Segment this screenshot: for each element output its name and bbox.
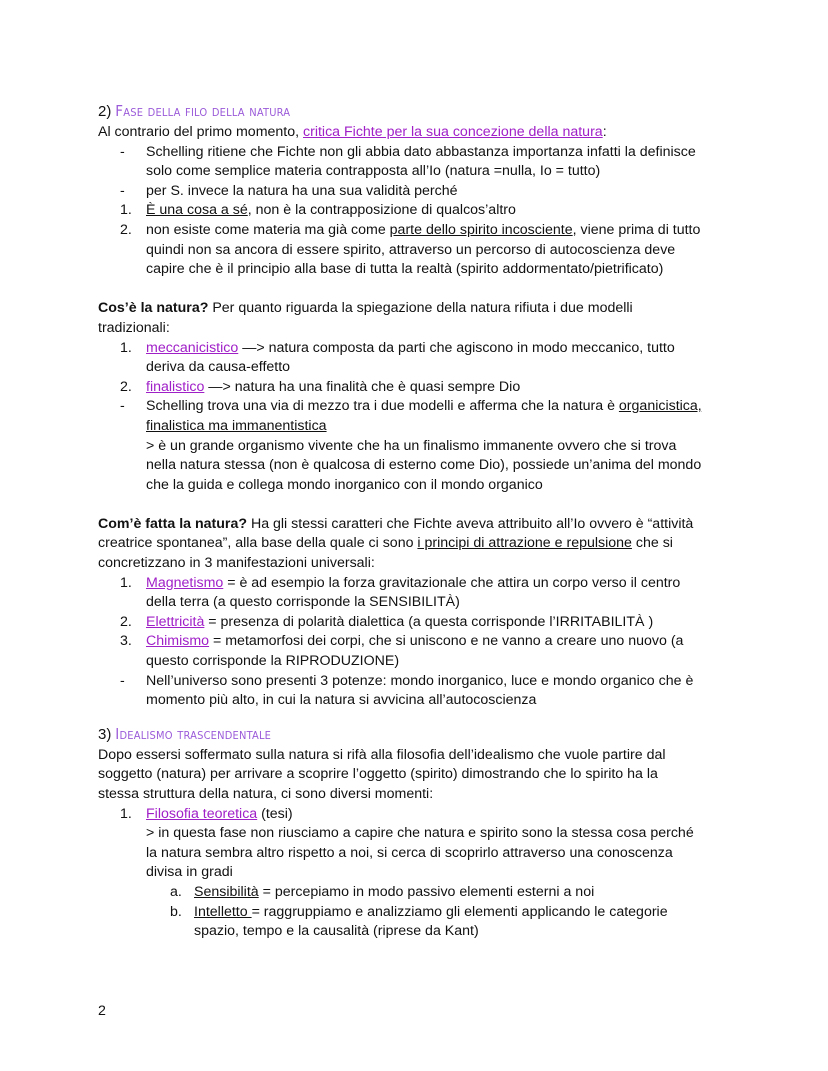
underlined-text: organicistica,	[618, 398, 702, 415]
underlined-text: i principi di attrazione e repulsione	[417, 535, 632, 552]
section-3-title: Idealismo trascendentale	[115, 724, 272, 743]
filosofia-teoretica-link[interactable]: Filosofia teoretica	[146, 805, 258, 822]
number-marker: 1.	[120, 805, 132, 822]
list-line: > è un grande organismo vivente che ha un finalismo immanente ovvero che si trova	[146, 437, 677, 454]
number-marker: 1.	[120, 574, 132, 591]
come-paragraph-line: concretizzano in 3 manifestazioni universali:	[98, 555, 375, 572]
list-text: = è ad esempio la forza gravitazionale che attira un corpo verso il centro	[223, 574, 681, 591]
underlined-text: finalistica ma immanentistica	[146, 417, 327, 434]
list-line: spazio, tempo e la causalità (riprese da Kant)	[194, 923, 479, 940]
list-line	[146, 397, 738, 417]
number-marker: 2.	[120, 221, 132, 238]
document-page	[98, 100, 738, 942]
list-line: quindi non sa ancora di essere spirito, attraverso un percorso di autocoscienza deve	[146, 241, 676, 258]
underlined-text: parte dello spirito incosciente	[389, 221, 573, 238]
list-item	[98, 613, 738, 633]
list-item	[98, 143, 738, 182]
list-line	[194, 903, 738, 923]
list-text: = raggruppiamo e analizziamo gli elementi applicando le categorie	[251, 903, 668, 920]
paragraph-text: Per quanto riguarda la spiegazione della natura rifiuta i due modelli	[208, 300, 633, 317]
list-text: —> natura composta da parti che agiscono in modo meccanico, tutto	[238, 339, 675, 356]
list-line: nella natura stessa (non è qualcosa di esterno come Dio), possiede un’anima del mondo	[146, 457, 702, 474]
list-line	[146, 339, 738, 359]
bullet-marker: -	[120, 672, 125, 689]
section-3-number: 3)	[98, 725, 112, 743]
list-line: solo come semplice materia contrapposta all’Io (natura =nulla, Io = tutto)	[146, 163, 601, 180]
list-line	[146, 574, 738, 594]
number-marker: 1.	[120, 202, 132, 219]
intro-colon: :	[602, 124, 607, 140]
list-line	[146, 805, 738, 825]
list-line: della terra (a questo corrisponde la SENSIBILITÀ)	[146, 594, 460, 611]
number-marker: 1.	[120, 339, 132, 356]
section-2-number: 2)	[98, 103, 112, 120]
list-line: > in questa fase non riusciamo a capire che natura e spirito sono la stessa cosa perché	[146, 825, 694, 842]
list-item	[98, 201, 738, 221]
list-item	[98, 221, 738, 280]
list-line: deriva da causa-effetto	[146, 359, 291, 376]
list-line	[146, 221, 738, 241]
finalistico-link[interactable]: finalistico	[146, 378, 205, 395]
list-line: questo corrisponde la RIPRODUZIONE)	[146, 653, 400, 670]
intro-text: Al contrario del primo momento,	[98, 124, 304, 140]
bold-question: Cos’è la natura?	[98, 300, 209, 317]
section-3-line: Dopo essersi soffermato sulla natura si rifà alla filosofia dell’idealismo che vuole partire dal	[98, 746, 666, 763]
number-marker: 2.	[120, 378, 132, 395]
list-line: divisa in gradi	[146, 864, 233, 881]
list-text: , non è la contrapposizione di qualcos’altro	[247, 202, 516, 219]
cose-paragraph-line	[98, 299, 738, 319]
section-2-heading	[98, 100, 738, 123]
list-line	[146, 613, 738, 633]
list-line: Schelling ritiene che Fichte non gli abbia dato abbastanza importanza infatti la definisce	[146, 143, 696, 160]
come-paragraph-line	[98, 534, 738, 554]
number-marker: 3.	[120, 633, 132, 650]
list-item	[98, 182, 738, 202]
list-line: per S. invece la natura ha una sua validità perché	[146, 182, 458, 199]
list-text: (tesi)	[257, 805, 293, 822]
bullet-marker: -	[120, 143, 125, 160]
list-line: momento più alto, in cui la natura si avvicina all’autocoscienza	[146, 692, 537, 709]
list-line	[194, 883, 738, 903]
magnetismo-link[interactable]: Magnetismo	[146, 574, 224, 591]
underlined-text: Sensibilità	[194, 883, 259, 900]
list-text: = percepiamo in modo passivo elementi esterni a noi	[258, 883, 595, 900]
elettricita-link[interactable]: Elettricità	[146, 613, 205, 630]
section-2-title: Fase della filo della natura	[115, 102, 291, 120]
chimismo-link[interactable]: Chimismo	[146, 633, 210, 650]
list-item	[98, 672, 738, 711]
list-line: capire che è il principio alla base di tutta la realtà (spirito addormentato/pietrificato)	[146, 261, 664, 278]
paragraph-text: creatrice spontanea”, alla base della quale ci sono	[98, 535, 418, 552]
list-text: = metamorfosi dei corpi, che si uniscono e ne vanno a creare uno nuovo (a	[209, 633, 684, 650]
list-text: = presenza di polarità dialettica (a questa corrisponde l’IRRITABILITÀ )	[204, 613, 654, 630]
sub-list-item	[98, 883, 738, 903]
sub-list-item	[98, 903, 738, 942]
list-item	[98, 339, 738, 378]
list-item	[98, 378, 738, 398]
list-text: —> natura ha una finalità che è quasi sempre Dio	[204, 378, 521, 395]
intro-link[interactable]: critica Fichte per la sua concezione della natura	[303, 124, 603, 140]
paragraph-text: Ha gli stessi caratteri che Fichte aveva attribuito all’Io ovvero è “attività	[247, 515, 694, 532]
list-line	[146, 417, 738, 437]
section-3-heading	[98, 723, 738, 746]
list-line: che la guida e collega mondo inorganico con il mondo organico	[146, 476, 543, 493]
list-text: non esiste come materia ma già come	[146, 221, 390, 238]
list-line: Nell’universo sono presenti 3 potenze: mondo inorganico, luce e mondo organico che è	[146, 672, 694, 689]
bold-question: Com’è fatta la natura?	[98, 515, 247, 532]
bullet-marker: -	[120, 182, 125, 199]
list-line	[146, 632, 738, 652]
list-line	[146, 201, 738, 221]
letter-marker: b.	[170, 903, 182, 920]
list-item	[98, 397, 738, 495]
list-item	[98, 805, 738, 883]
page-number: 2	[98, 1003, 106, 1019]
number-marker: 2.	[120, 613, 132, 630]
list-text: Schelling trova una via di mezzo tra i due modelli e afferma che la natura è	[146, 398, 619, 415]
list-text: , viene prima di tutto	[572, 221, 701, 238]
list-item	[98, 574, 738, 613]
paragraph-text: che si	[631, 535, 673, 552]
section-3-line: soggetto (natura) per arrivare a scoprire l’oggetto (spirito) dimostrando che lo spirito ha la	[98, 766, 658, 783]
meccanicistico-link[interactable]: meccanicistico	[146, 339, 239, 356]
list-line: la natura sembra altro rispetto a noi, si cerca di scoprirlo attraverso una conoscenza	[146, 844, 673, 861]
letter-marker: a.	[170, 883, 182, 900]
bullet-marker: -	[120, 398, 125, 415]
section-3-line: stessa struttura della natura, ci sono diversi momenti:	[98, 786, 434, 802]
list-item	[98, 632, 738, 671]
section-2-intro	[98, 123, 738, 143]
underlined-text: Intelletto	[194, 903, 252, 920]
cose-paragraph-line: tradizionali:	[98, 319, 170, 336]
list-line	[146, 378, 738, 398]
come-paragraph-line	[98, 515, 738, 535]
underlined-text: È una cosa a sé	[146, 202, 248, 219]
